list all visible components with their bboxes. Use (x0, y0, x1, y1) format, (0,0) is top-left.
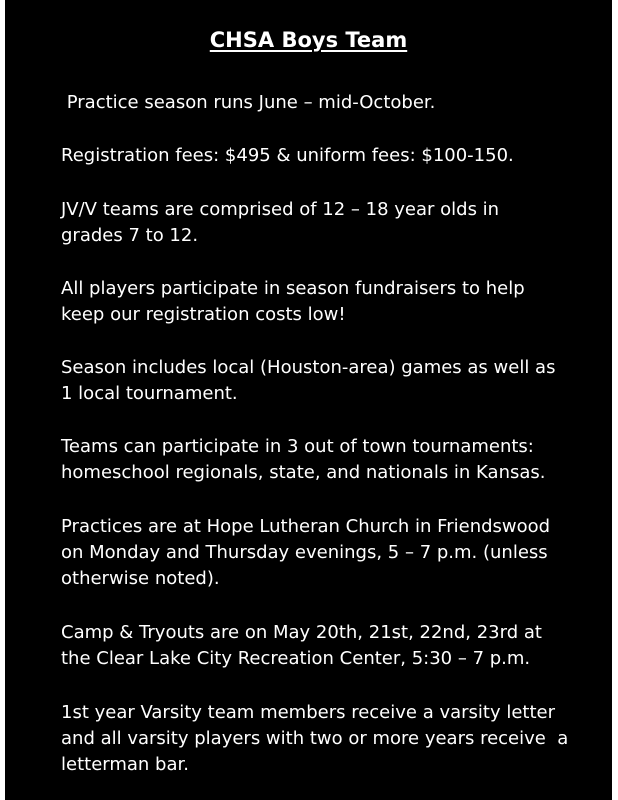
paragraph-line: homeschool regionals, state, and nationals in Kansas. (61, 462, 546, 483)
paragraph-practice-season (61, 90, 601, 116)
paragraph-registration-fees (61, 143, 601, 169)
paragraph-line: Practices are at Hope Lutheran Church in Friendswood (61, 516, 551, 537)
paragraph-line: Practice season runs June – mid-October. (61, 92, 436, 113)
paragraph-local-games (61, 355, 601, 407)
paragraph-camp-tryouts (61, 620, 601, 672)
paragraph-line: otherwise noted). (61, 568, 220, 589)
paragraph-line: letterman bar. (61, 754, 189, 775)
paragraph-line: on Monday and Thursday evenings, 5 – 7 p.m. (unless (61, 542, 548, 563)
paragraph-line: Teams can participate in 3 out of town tournaments: (61, 436, 534, 457)
paragraph-practices-location (61, 514, 601, 592)
paragraph-tournaments (61, 434, 601, 486)
flyer-page (5, 0, 612, 800)
paragraph-line: grades 7 to 12. (61, 225, 199, 246)
paragraph-teams-ages (61, 197, 601, 249)
paragraph-line: JV/V teams are comprised of 12 – 18 year olds in (61, 199, 500, 220)
paragraph-line: Registration fees: $495 & uniform fees: $100-150. (61, 145, 514, 166)
paragraph-line: 1 local tournament. (61, 383, 238, 404)
paragraph-line: and all varsity players with two or more years receive a (61, 728, 569, 749)
paragraph-line: the Clear Lake City Recreation Center, 5:30 – 7 p.m. (61, 648, 531, 669)
paragraph-line: Season includes local (Houston-area) games as well as (61, 357, 556, 378)
paragraph-line: Camp & Tryouts are on May 20th, 21st, 22nd, 23rd at (61, 622, 542, 643)
paragraph-line: keep our registration costs low! (61, 304, 346, 325)
paragraph-line: 1st year Varsity team members receive a varsity letter (61, 702, 556, 723)
paragraph-fundraisers (61, 276, 601, 328)
paragraph-line: All players participate in season fundraisers to help (61, 278, 525, 299)
page-title: CHSA Boys Team (209, 28, 408, 52)
paragraph-varsity-letter (61, 700, 601, 778)
